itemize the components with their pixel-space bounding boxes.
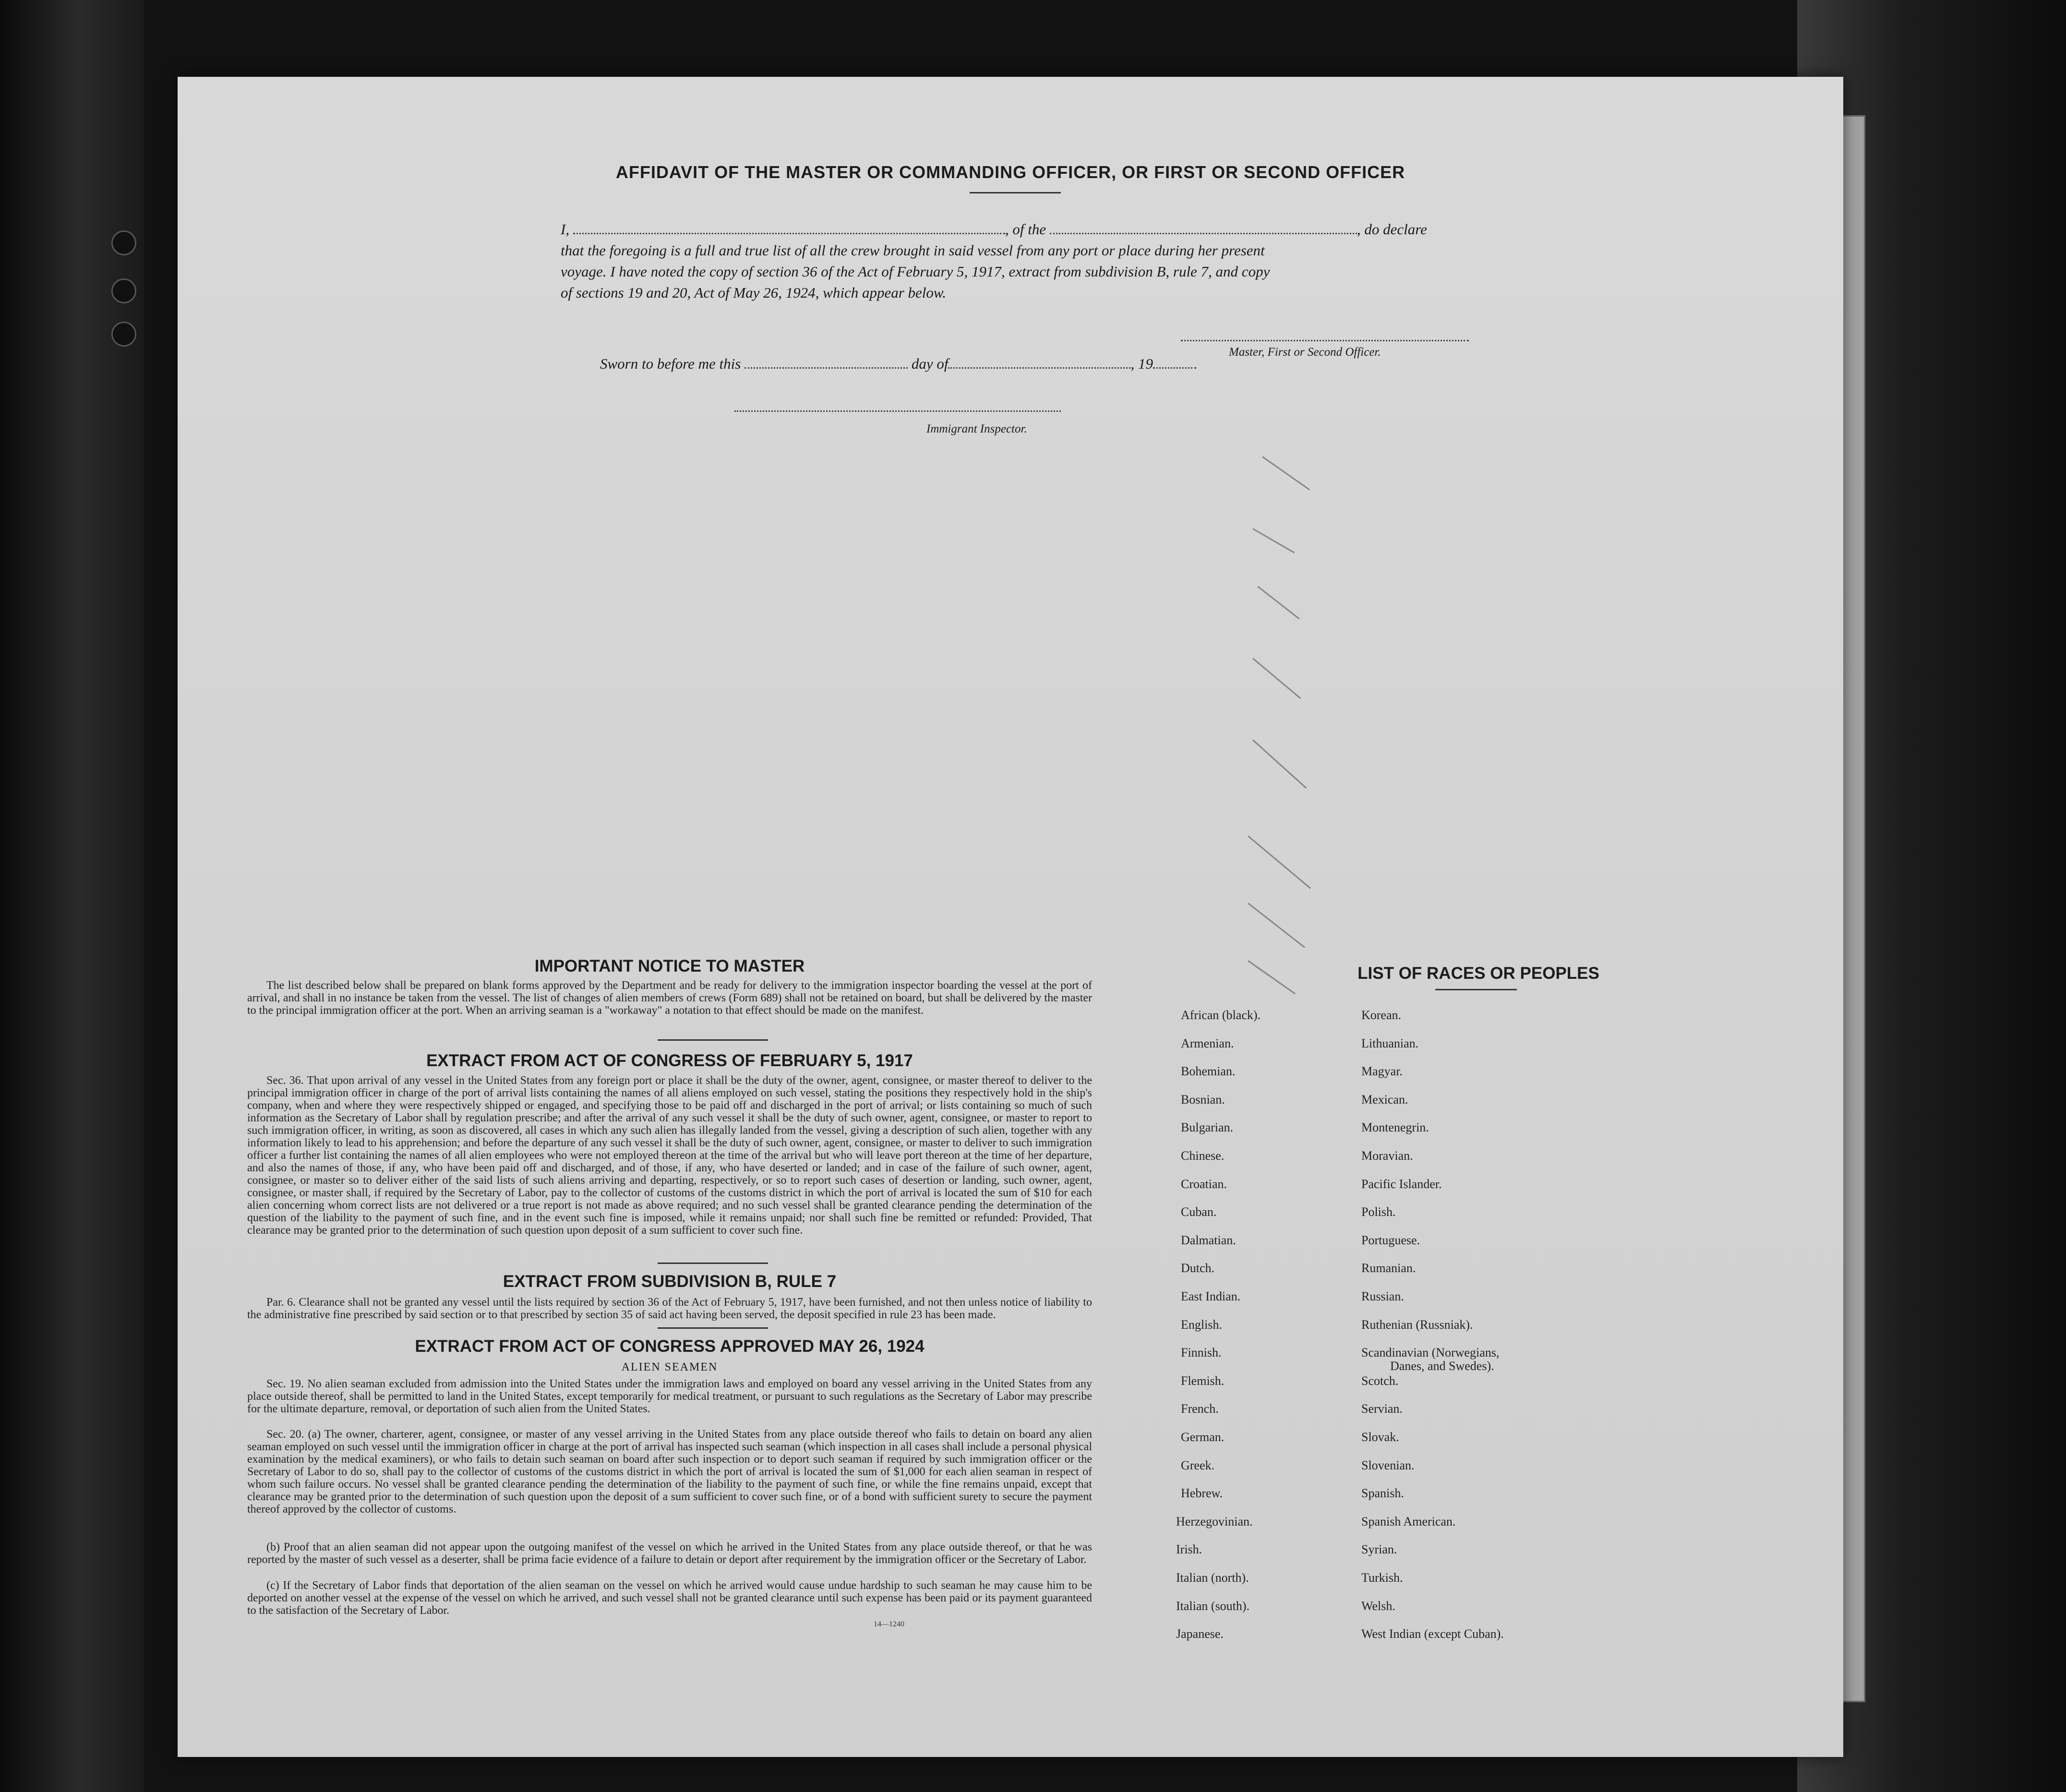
race-item: Turkish. xyxy=(1361,1571,1403,1585)
race-item: Welsh. xyxy=(1361,1599,1395,1613)
affidavit-i: I, xyxy=(561,221,570,238)
sworn-day-blank[interactable] xyxy=(745,363,908,369)
pencil-mark xyxy=(1252,739,1307,789)
race-item: Scotch. xyxy=(1361,1373,1399,1388)
race-item: West Indian (except Cuban). xyxy=(1361,1627,1504,1641)
race-item: Montenegrin. xyxy=(1361,1120,1429,1135)
race-item: French. xyxy=(1181,1402,1219,1416)
races-title-rule xyxy=(1435,989,1517,990)
extract-1917-title: EXTRACT FROM ACT OF CONGRESS OF FEBRUARY 5, 1917 xyxy=(426,1051,913,1070)
race-item: Spanish American. xyxy=(1361,1514,1456,1528)
extract-1924-title: EXTRACT FROM ACT OF CONGRESS APPROVED MAY 26, 1924 xyxy=(415,1337,925,1356)
race-item: Scandinavian (Norwegians, xyxy=(1361,1346,1500,1360)
race-item: Italian (north). xyxy=(1176,1571,1249,1585)
race-item: Korean. xyxy=(1361,1008,1402,1022)
year-prefix: , 19 xyxy=(1130,355,1153,372)
pencil-mark xyxy=(1248,902,1305,948)
sworn-month-blank[interactable] xyxy=(948,363,1130,369)
pencil-mark xyxy=(1252,528,1295,553)
race-item: Servian. xyxy=(1361,1402,1403,1416)
race-item: Syrian. xyxy=(1361,1542,1397,1557)
pencil-mark xyxy=(1248,835,1311,889)
race-item: East Indian. xyxy=(1181,1289,1241,1303)
binder-hole xyxy=(111,278,136,303)
race-item: Dalmatian. xyxy=(1181,1233,1236,1247)
affidavit-do-declare: , do declare xyxy=(1357,221,1427,238)
race-item: Armenian. xyxy=(1181,1036,1234,1050)
race-item: Flemish. xyxy=(1181,1373,1225,1388)
notice-body: The list described below shall be prepared on blank forms approved by the Department and be ready for delivery to the immigration inspector boarding the vessel at the port of arrival, and shall in no instance be taken from the vessel. The list of changes of alien members of crews (Form 689) shall not be retained on board, but shall be delivered by the master to the principal immigration officer at the port. When an arriving seaman is a "workaway" a notation to that effect should be made on the manifest. xyxy=(247,979,1092,1017)
race-item: Magyar. xyxy=(1361,1064,1403,1079)
binder-hole xyxy=(111,230,136,255)
race-item: Slovak. xyxy=(1361,1430,1399,1444)
race-item: Croatian. xyxy=(1181,1177,1227,1191)
race-item: Chinese. xyxy=(1181,1149,1225,1163)
race-item: German. xyxy=(1181,1430,1225,1444)
sworn-before-label: Sworn to before me this xyxy=(600,355,741,372)
race-item: Bulgarian. xyxy=(1181,1120,1234,1135)
race-item: Bosnian. xyxy=(1181,1092,1225,1106)
sworn-year-blank[interactable] xyxy=(1153,363,1196,369)
race-item: Spanish. xyxy=(1361,1486,1404,1501)
extract-rule7-body: Par. 6. Clearance shall not be granted any vessel until the lists required by section 36 of the Act of February 5, 1917, have been furnished, and not then unless notice of liability to the administrative fine prescribed by said section or to that prescribed by section 35 of said act having been served, the deposit specified in rule 23 has been made. xyxy=(247,1296,1092,1321)
name-blank[interactable] xyxy=(573,229,1005,234)
binder-hole xyxy=(111,322,136,347)
race-item: Dutch. xyxy=(1181,1261,1215,1275)
affidavit-line-4: of sections 19 and 20, Act of May 26, 1924, which appear below. xyxy=(561,284,947,301)
race-item: Irish. xyxy=(1176,1542,1202,1557)
inspector-signature-line[interactable] xyxy=(734,410,1061,412)
pencil-mark xyxy=(1252,658,1301,699)
race-item: Finnish. xyxy=(1181,1346,1222,1360)
race-item: Pacific Islander. xyxy=(1361,1177,1442,1191)
scan-border-left xyxy=(0,0,144,1792)
race-item: Slovenian. xyxy=(1361,1458,1415,1472)
race-item: Lithuanian. xyxy=(1361,1036,1419,1050)
race-item: Bohemian. xyxy=(1181,1064,1236,1079)
race-item: Polish. xyxy=(1361,1205,1396,1219)
inspector-caption: Immigrant Inspector. xyxy=(926,422,1027,435)
race-item: English. xyxy=(1181,1317,1222,1332)
race-item: Greek. xyxy=(1181,1458,1215,1472)
race-item: Italian (south). xyxy=(1176,1599,1250,1613)
document-page xyxy=(178,77,1843,1757)
affidavit-statement xyxy=(561,219,1660,303)
race-item: Rumanian. xyxy=(1361,1261,1416,1275)
race-item: Hebrew. xyxy=(1181,1486,1223,1501)
races-title: LIST OF RACES OR PEOPLES xyxy=(1357,964,1599,983)
form-number: 14—1240 xyxy=(874,1620,904,1628)
sec-19-text: Sec. 19. No alien seaman excluded from admission into the United States under the immigration laws and employed on board any vessel arriving in the United States from any place outside thereof, shall be permitted to land in the United States, except temporarily for medical treatment, or pursuant to such regulations as the Secretary of Labor may prescribe for the ultimate departure, removal, or deportation of such alien from the United States. xyxy=(247,1378,1092,1415)
race-item: Ruthenian (Russniak). xyxy=(1361,1317,1473,1332)
affidavit-line-3: voyage. I have noted the copy of section 36 of the Act of February 5, 1917, extract from subdivision B, rule 7, and copy xyxy=(561,263,1270,280)
affidavit-line-2: that the foregoing is a full and true list of all the crew brought in said vessel from any port or place during her present xyxy=(561,242,1265,259)
extract-1924-subtitle: ALIEN SEAMEN xyxy=(621,1361,718,1373)
race-item: Moravian. xyxy=(1361,1149,1413,1163)
sec-20a-text: Sec. 20. (a) The owner, charterer, agent, consignee, or master of any vessel arriving in the United States from any place outside thereof who fails to detain on board any alien seaman employed on such vessel until the immigration officer in charge at the port of arrival has inspected such seaman (which inspection in all cases shall include a personal physical examination by the medical examiners), or who fails to detain such seaman on board after such inspection or to deport such seaman if required by such immigration officer or the Secretary of Labor to do so, shall pay to the collector of customs of the customs district in which the port of arrival is located the sum of $1,000 for each alien seaman in respect of whom such failure occurs. No vessel shall be granted clearance pending the determination of the liability to the payment of such fine, or while the fine remains unpaid, except that clearance may be granted prior to the determination of such question upon the deposit of a sum sufficient to cover such fine, or of a bond with sufficient surety to secure the payment thereof approved by the collector of customs. xyxy=(247,1428,1092,1515)
extract-1917-body: Sec. 36. That upon arrival of any vessel in the United States from any foreign port or place it shall be the duty of the owner, agent, consignee, or master thereof to deliver to the principal immigration officer in charge of the port of arrival lists containing the names of all aliens employed on such vessel, stating the positions they respectively hold in the ship's company, when and where they were respectively shipped or engaged, and specifying those to be paid off and discharged in the port of arrival; or lists containing so much of such information as the Secretary of Labor shall by regulation prescribe; and after the arrival of any such vessel it shall be the duty of such owner, agent, consignee, or master to report to such immigration officer, in writing, as soon as discovered, all cases in which any such alien has illegally landed from the vessel, giving a description of such alien, together with any information likely to lead to his apprehension; and before the departure of any such vessel it shall be the duty of such owner, agent, consignee, or master to deliver to such immigration officer a further list containing the names of all alien employees who were not employed thereon at the time of the arrival but who will leave port thereon at the time of her departure, and also the names of those, if any, who have been paid off and discharged, and of those, if any, who have deserted or landed; and in case of the failure of such owner, agent, consignee, or master so to deliver either of the said lists of such aliens arriving and departing, respectively, or so to report such cases of desertion or landing, such owner, agent, consignee, or master shall, if required by the Secretary of Labor, pay to the collector of customs of the customs district in which the port of arrival is located the sum of $10 for each alien concerning whom correct lists are not delivered or a true report is not made as above required; and no such vessel shall be granted clearance pending the determination of the question of the liability to the payment of such fine, and in the event such fine is imposed, while it remains unpaid; nor shall such fine be remitted or refunded: Provided, That clearance may be granted prior to the determination of such question upon deposit of a sum sufficient to cover such fine. xyxy=(247,1074,1092,1237)
section-rule xyxy=(658,1039,768,1041)
extract-rule7-title: EXTRACT FROM SUBDIVISION B, RULE 7 xyxy=(503,1272,837,1291)
title-rule xyxy=(970,192,1061,193)
race-item: African (black). xyxy=(1181,1008,1261,1022)
day-of-label: day of xyxy=(911,355,949,372)
race-item-continuation: Danes, and Swedes). xyxy=(1390,1359,1494,1373)
race-item: Russian. xyxy=(1361,1289,1404,1303)
section-rule xyxy=(658,1263,768,1264)
race-item: Herzegovinian. xyxy=(1176,1514,1253,1528)
race-item: Portuguese. xyxy=(1361,1233,1420,1247)
race-item: Cuban. xyxy=(1181,1205,1217,1219)
affidavit-title: AFFIDAVIT OF THE MASTER OR COMMANDING OFFICER, OR FIRST OR SECOND OFFICER xyxy=(615,162,1405,182)
sec-20c-text: (c) If the Secretary of Labor finds that deportation of the alien seaman on the vessel on which he arrived would cause undue hardship to such seaman he may cause him to be deported on another vessel at the expense of the vessel on which he arrived, and such vessel shall not be granted clearance until such expense has been paid or its payment guaranteed to the satisfaction of the Secretary of Labor. xyxy=(247,1579,1092,1617)
pencil-mark xyxy=(1257,586,1300,619)
sec-20b-text: (b) Proof that an alien seaman did not appear upon the outgoing manifest of the vessel on which he arrived in the United States from any place outside thereof, or that he was reported by the master of such vessel as a deserter, shall be prima facie evidence of a failure to detain or deport after requirement by the immigration officer or the Secretary of Labor. xyxy=(247,1541,1092,1566)
signature-caption: Master, First or Second Officer. xyxy=(1229,346,1381,359)
race-item: Mexican. xyxy=(1361,1092,1408,1106)
pencil-mark xyxy=(1262,456,1310,490)
vessel-blank[interactable] xyxy=(1050,229,1357,234)
race-item: Japanese. xyxy=(1176,1627,1224,1641)
sworn-line xyxy=(600,355,1196,373)
section-rule xyxy=(658,1327,768,1329)
notice-title: IMPORTANT NOTICE TO MASTER xyxy=(534,957,805,975)
signature-line[interactable] xyxy=(1181,340,1469,341)
affidavit-of-the: , of the xyxy=(1005,221,1046,238)
